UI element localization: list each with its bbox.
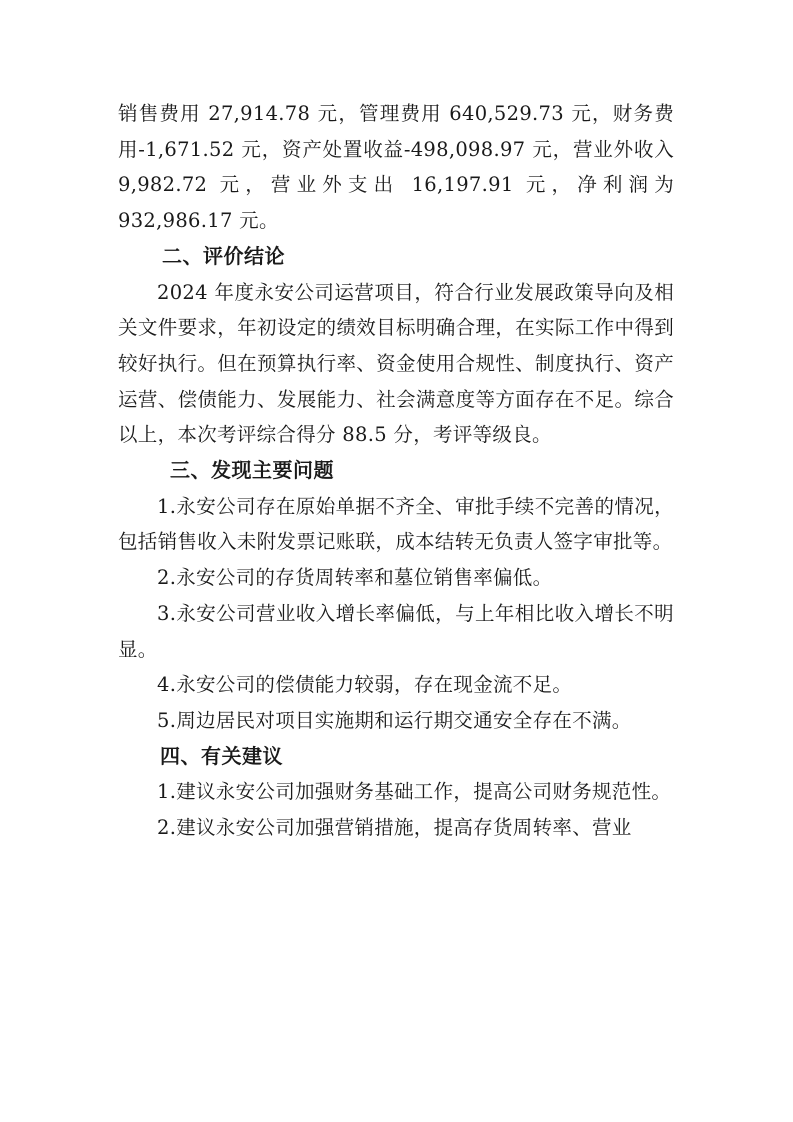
problem-item-3: 3.永安公司营业收入增长率偏低，与上年相比收入增长不明显。 xyxy=(118,601,674,661)
suggestion-item-1: 1.建议永安公司加强财务基础工作，提高公司财务规范性。 xyxy=(157,780,672,804)
paragraph-evaluation-conclusion: 2024 年度永安公司运营项目，符合行业发展政策导向及相关文件要求，年初设定的绩效目标明确合理，在实际工作中得到较好执行。但在预算执行率、资金使用合规性、制度执行、资产运营、偿债能力、发展能力、社会满意度等方面存在不足。综合以上，本次考评综合得分 88.5 分，考评等级良。 xyxy=(118,280,674,447)
section-heading-suggestions: 四、有关建议 xyxy=(160,743,283,768)
suggestion-item-2: 2.建议永安公司加强营销措施，提高存货周转率、营业 xyxy=(157,816,632,840)
problem-item-2: 2.永安公司的存货周转率和墓位销售率偏低。 xyxy=(157,566,553,590)
paragraph-financial-summary: 销售费用 27,914.78 元，管理费用 640,529.73 元，财务费用-1,671.52 元，资产处置收益-498,098.97 元，营业外收入 9,982.72 元，营业外支出 16,197.91 元，净利润为 932,986.17 元。 xyxy=(118,102,674,233)
section-heading-evaluation-conclusion: 二、评价结论 xyxy=(162,243,285,268)
problem-item-5: 5.周边居民对项目实施期和运行期交通安全存在不满。 xyxy=(157,708,632,732)
document-body xyxy=(118,96,674,846)
problem-item-4: 4.永安公司的偿债能力较弱，存在现金流不足。 xyxy=(157,673,573,697)
section-heading-main-problems: 三、发现主要问题 xyxy=(170,458,334,483)
problem-item-1: 1.永安公司存在原始单据不齐全、审批手续不完善的情况，包括销售收入未附发票记账联，成本结转无负责人签字审批等。 xyxy=(118,494,674,554)
